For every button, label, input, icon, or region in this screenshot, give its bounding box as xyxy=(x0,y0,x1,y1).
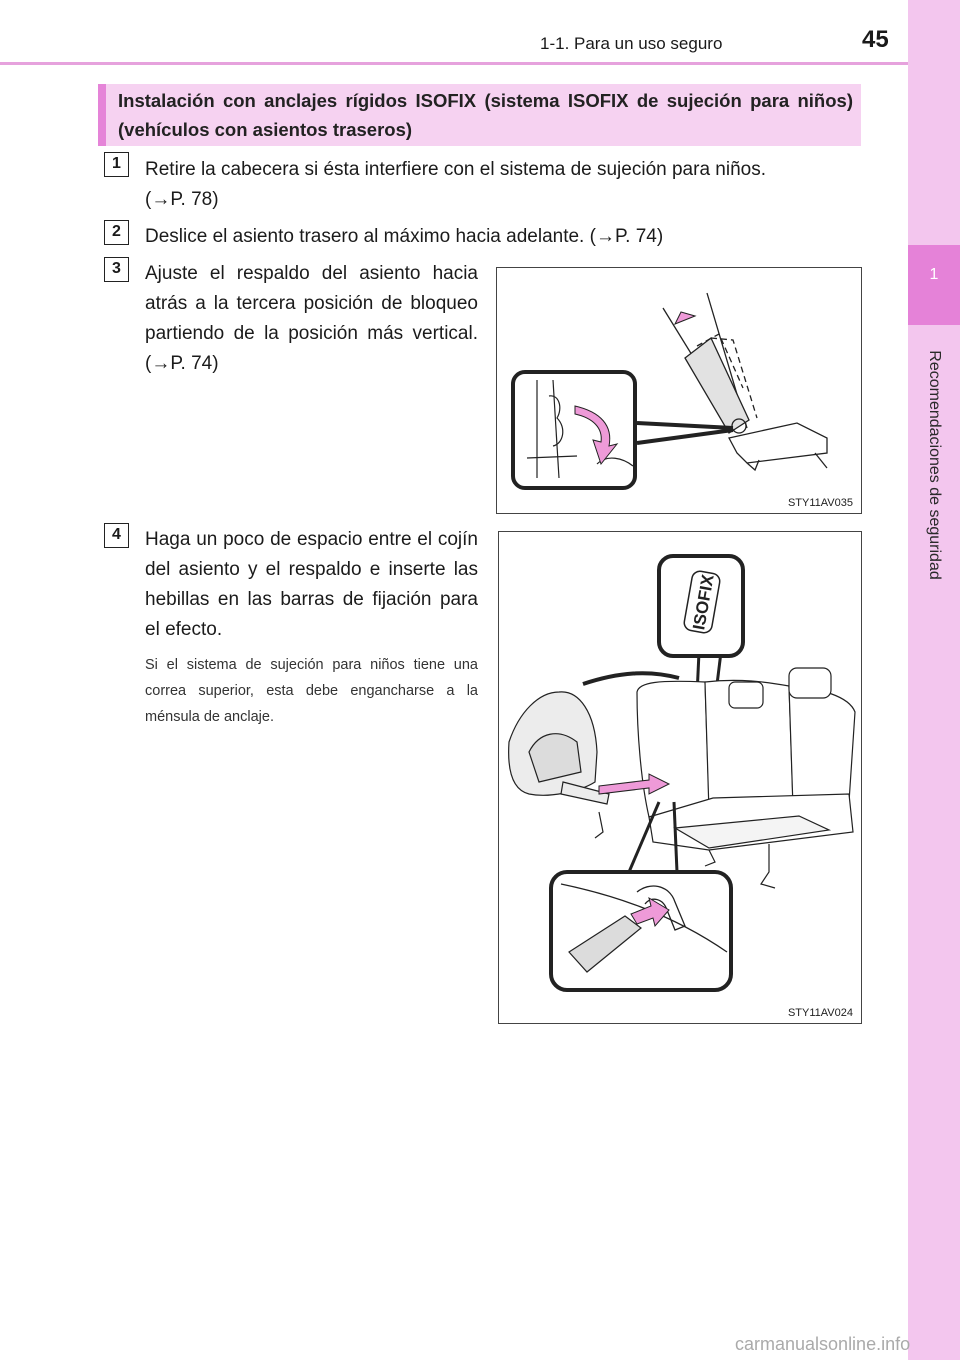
step-1-line-2: (→P. 78) xyxy=(145,189,219,210)
isofix-illustration xyxy=(499,532,861,1023)
step-1-text xyxy=(145,155,865,215)
step-1-line-1: Retire la cabecera si ésta interfiere con el sistema de sujeción para niños. xyxy=(145,159,766,180)
step-4-text: Haga un poco de espacio entre el cojín del asiento y el respaldo e inserte las hebillas en las barras de fijación para el efecto. xyxy=(145,529,478,640)
section-title: Instalación con anclajes rígidos ISOFIX (sistema ISOFIX de sujeción para niños) (vehículos con asientos traseros) xyxy=(118,90,853,140)
chapter-tab-marker[interactable] xyxy=(908,245,960,325)
step-3-text: Ajuste el respaldo del asiento hacia atrás a la tercera posición de bloqueo partiendo de la posición más vertical. (→P. 74) xyxy=(145,263,478,374)
page-number: 45 xyxy=(862,26,889,53)
figure-2-code: STY11AV024 xyxy=(787,1007,853,1019)
step-2-badge: 2 xyxy=(104,220,129,245)
step-3-badge: 3 xyxy=(104,257,129,282)
seat-recline-figure xyxy=(496,267,862,514)
isofix-figure xyxy=(498,531,862,1024)
chapter-number: 1 xyxy=(929,266,939,283)
step-2-text: Deslice el asiento trasero al máximo hacia adelante. (→P. 74) xyxy=(145,226,664,247)
section-label: 1-1. Para un uso seguro xyxy=(540,34,723,53)
step-4-badge: 4 xyxy=(104,523,129,548)
step-1-badge: 1 xyxy=(104,152,129,177)
watermark: carmanualsonline.info xyxy=(735,1334,911,1354)
seat-recline-illustration xyxy=(497,268,861,513)
chapter-label: Recomendaciones de seguridad xyxy=(926,350,943,580)
step-4-note: Si el sistema de sujeción para niños tiene una correa superior, esta debe engancharse a la ménsula de anclaje. xyxy=(145,657,478,725)
chapter-side-tab xyxy=(908,0,960,1360)
header-divider xyxy=(0,62,908,65)
figure-1-code: STY11AV035 xyxy=(787,497,853,509)
isofix-label: ISOFIX xyxy=(689,573,718,632)
